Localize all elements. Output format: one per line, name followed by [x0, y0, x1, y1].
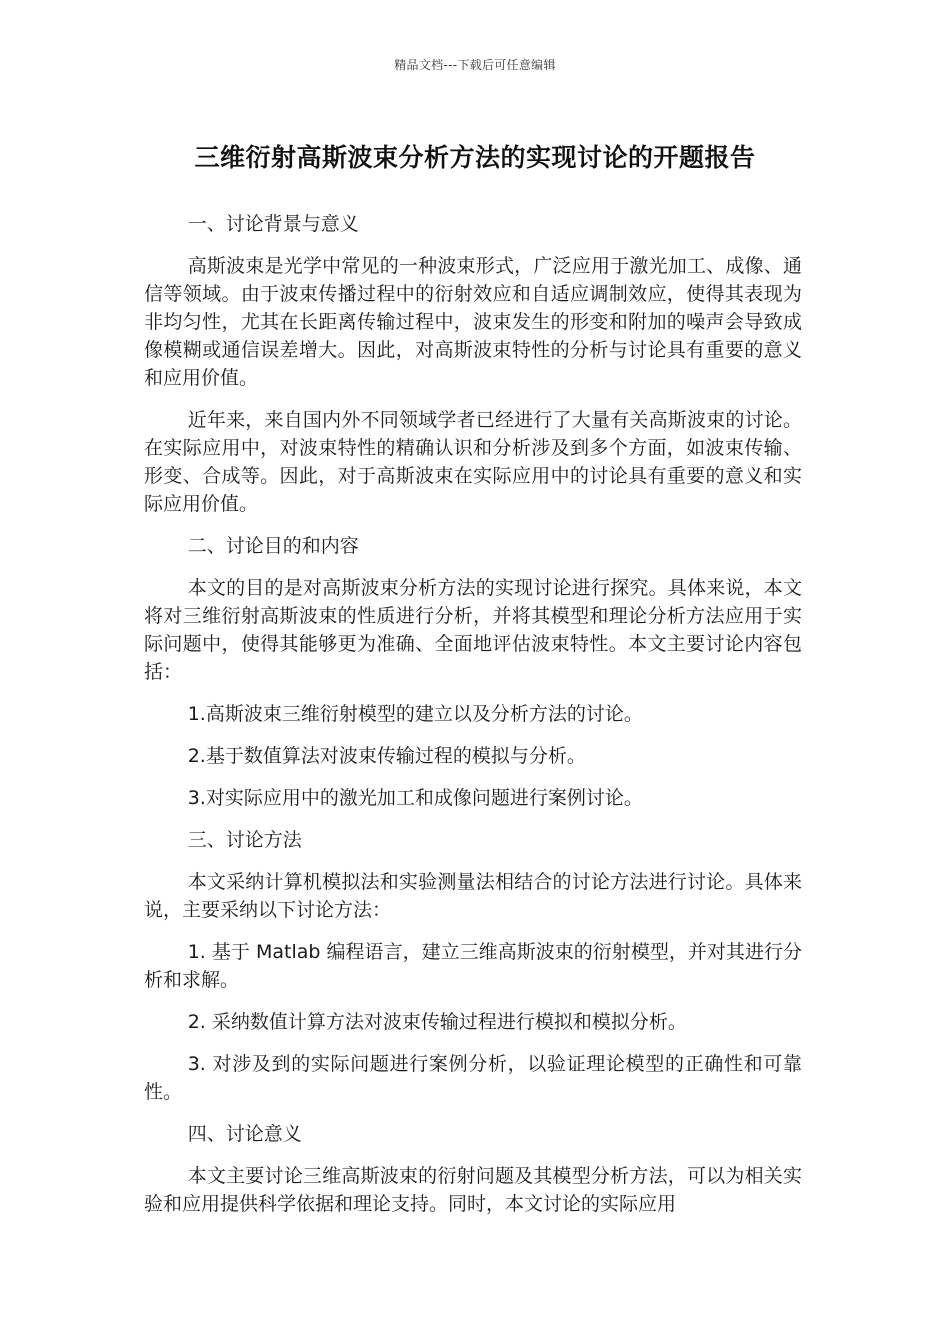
- document-title: 三维衍射高斯波束分析方法的实现讨论的开题报告: [194, 143, 756, 172]
- list-item-purpose-3: 3.对实际应用中的激光加工和成像问题进行案例讨论。: [187, 787, 643, 809]
- document-body: [144, 210, 802, 1232]
- header-note: 精品文档---下载后可任意编辑: [394, 58, 556, 72]
- section-heading-method: 三、讨论方法: [187, 829, 302, 851]
- section-heading-background: 一、讨论背景与意义: [187, 213, 359, 235]
- paragraph-method: 本文采纳计算机模拟法和实验测量法相结合的讨论方法进行讨论。具体来说，主要采纳以下讨论方法：: [144, 871, 802, 921]
- paragraph-background-2: 近年来，来自国内外不同领域学者已经进行了大量有关高斯波束的讨论。在实际应用中，对波束特性的精确认识和分析涉及到多个方面，如波束传输、形变、合成等。因此，对于高斯波束在实际应用中的讨论具有重要的意义和实际应用价值。: [144, 409, 802, 515]
- section-heading-significance: 四、讨论意义: [187, 1123, 302, 1145]
- list-item-method-2: 2. 采纳数值计算方法对波束传输过程进行模拟和模拟分析。: [187, 1011, 687, 1033]
- list-item-method-3: 3. 对涉及到的实际问题进行案例分析，以验证理论模型的正确性和可靠性。: [144, 1053, 802, 1103]
- list-item-method-1: 1. 基于 Matlab 编程语言，建立三维高斯波束的衍射模型，并对其进行分析和求解。: [144, 941, 802, 991]
- paragraph-purpose: 本文的目的是对高斯波束分析方法的实现讨论进行探究。具体来说，本文将对三维衍射高斯波束的性质进行分析，并将其模型和理论分析方法应用于实际问题中，使得其能够更为准确、全面地评估波束特性。本文主要讨论内容包括：: [144, 577, 802, 683]
- paragraph-significance: 本文主要讨论三维高斯波束的衍射问题及其模型分析方法，可以为相关实验和应用提供科学依据和理论支持。同时，本文讨论的实际应用: [144, 1165, 802, 1215]
- section-heading-purpose: 二、讨论目的和内容: [187, 535, 359, 557]
- list-item-purpose-2: 2.基于数值算法对波束传输过程的模拟与分析。: [187, 745, 586, 767]
- list-item-purpose-1: 1.高斯波束三维衍射模型的建立以及分析方法的讨论。: [187, 703, 643, 725]
- paragraph-background-1: 高斯波束是光学中常见的一种波束形式，广泛应用于激光加工、成像、通信等领域。由于波束传播过程中的衍射效应和自适应调制效应，使得其表现为非均匀性，尤其在长距离传输过程中，波束发生的形变和附加的噪声会导致成像模糊或通信误差增大。因此，对高斯波束特性的分析与讨论具有重要的意义和应用价值。: [144, 255, 802, 389]
